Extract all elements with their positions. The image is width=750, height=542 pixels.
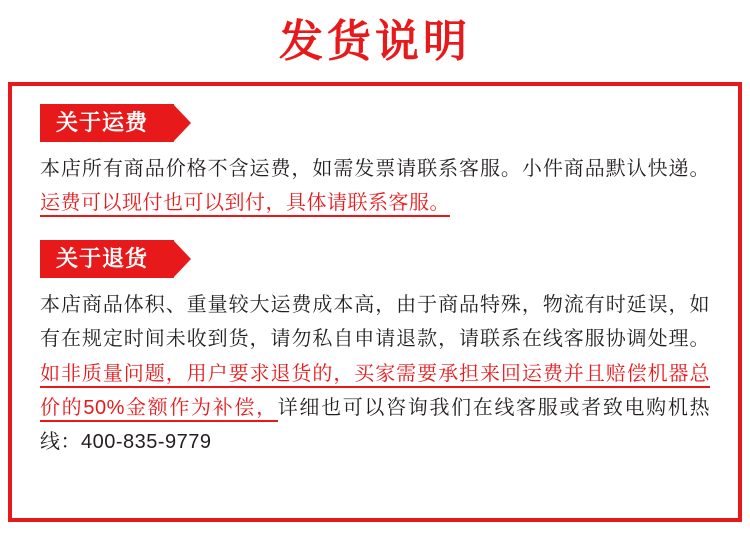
returns-text-plain-2: 详细也可以咨询我们在线客服或者致电购机热线：400-835-9779 <box>40 396 711 454</box>
section-returns-tag: 关于退货 <box>40 240 174 278</box>
section-returns <box>40 240 710 459</box>
returns-text-plain-1: 本店商品体积、重量较大运费成本高，由于商品特殊，物流有时延误，如有在规定时间未收到货，请勿私自申请退款，请联系在线客服协调处理。 <box>40 293 710 351</box>
shipping-fee-text-highlight: 运费可以现付也可以到付，具体请联系客服。 <box>40 192 450 217</box>
section-shipping-fee <box>40 104 710 220</box>
section-returns-tag-wrap <box>40 240 710 278</box>
section-shipping-fee-tag-wrap <box>40 104 710 142</box>
section-shipping-fee-body <box>40 152 710 221</box>
page-title: 发货说明 <box>279 17 471 66</box>
content-frame <box>8 82 742 522</box>
section-shipping-fee-tag: 关于运费 <box>40 104 174 142</box>
shipping-fee-text-plain: 本店所有商品价格不含运费，如需发票请联系客服。小件商品默认快递。 <box>40 157 710 180</box>
section-returns-body <box>40 288 710 460</box>
returns-text-highlight: 如非质量问题，用户要求退货的，买家需要承担来回运费并且赔偿机器总价的50%金额作为补偿， <box>40 363 710 422</box>
